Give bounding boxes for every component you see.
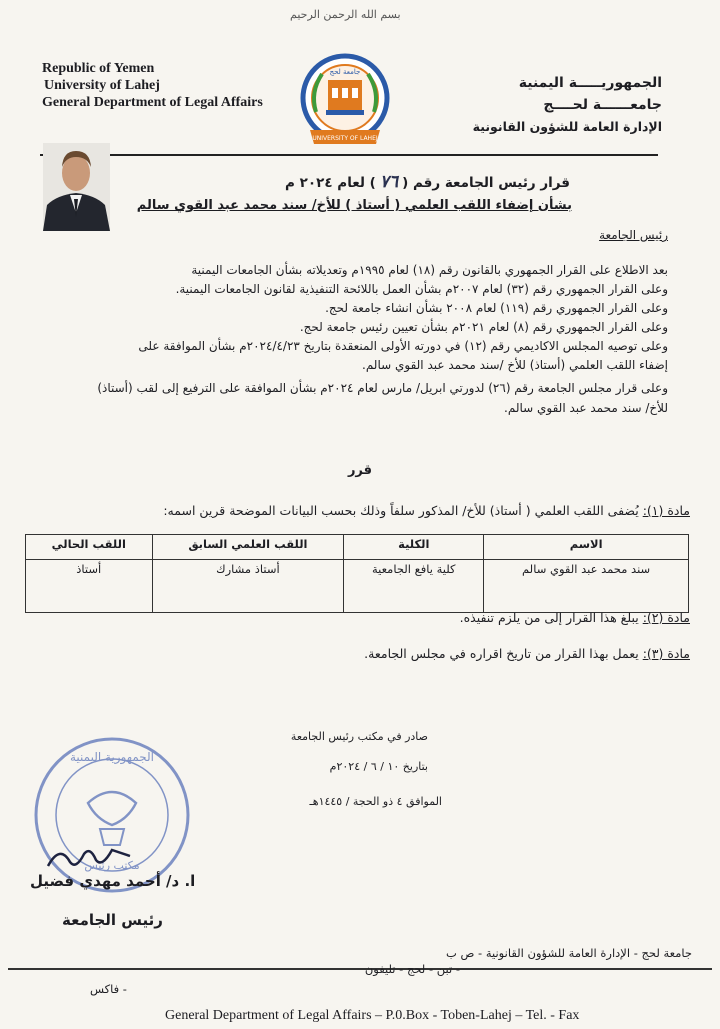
table-header-previous-title: اللقب العلمي السابق xyxy=(152,535,344,560)
cell-faculty: كلية يافع الجامعية xyxy=(344,560,484,613)
decree-title xyxy=(285,172,570,192)
date-value: ١٠ / ٦ / ٢٠٢٤م xyxy=(329,760,400,773)
issued-at: صادر في مكتب رئيس الجامعة xyxy=(290,730,428,743)
preamble-line: وعلى القرار الجمهوري رقم (٣٢) لعام ٢٠٠٧م بشأن العمل باللائحة التنفيذية لقانون الجامعات اليمنية. xyxy=(175,282,668,296)
footer-arabic-line-3: - فاكس xyxy=(90,982,127,996)
cell-name: سند محمد عبد القوي سالم xyxy=(484,560,689,613)
decree-number: ٧٦ xyxy=(379,172,399,192)
table-header-faculty: الكلية xyxy=(344,535,484,560)
preamble-line: وعلى توصيه المجلس الاكاديمي رقم (١٢) في دورته الأولى المنعقدة بتاريخ ٢٠٢٤/٤/٢٣م بشأن الموافقة على xyxy=(138,339,668,353)
details-table xyxy=(25,534,689,613)
header-country-ar: الجمهوريـــــة اليمنية xyxy=(518,75,662,91)
decree-title-suffix: ) لعام ٢٠٢٤ م xyxy=(285,175,376,191)
university-logo xyxy=(296,52,394,152)
signatory-name: ا. د/ أحمد مهدي فضيل xyxy=(30,872,196,890)
article-1 xyxy=(163,503,690,518)
article-1-label: مادة (١): xyxy=(642,503,690,518)
decree-title-prefix: قرار رئيس الجامعة رقم ( xyxy=(402,175,570,191)
person-photo xyxy=(43,143,110,231)
header-university-en: University of Lahej xyxy=(44,78,160,93)
article-3-label: مادة (٣): xyxy=(642,646,690,661)
cell-previous-title: أستاذ مشارك xyxy=(152,560,344,613)
table-row xyxy=(26,560,689,613)
header-divider xyxy=(40,154,658,156)
gregorian-date xyxy=(330,760,428,773)
hijri-value: ٤ ذو الحجة / ١٤٤٥هـ xyxy=(309,795,403,808)
stamp-outer-text: الجمهورية اليمنية xyxy=(69,750,155,764)
logo-top-text: جامعة لحج xyxy=(329,68,361,76)
table-header-name: الاسم xyxy=(484,535,689,560)
stamp-inner-text: مكتب رئيس xyxy=(84,859,140,872)
decree-subject: بشأن إضفاء اللقب العلمي ( أستاذ ) للأخ/ سند محمد عبد القوي سالم xyxy=(136,198,572,213)
president-label: رئيس الجامعة xyxy=(599,228,668,242)
preamble-line: وعلى قرار مجلس الجامعة رقم (٢٦) لدورتي ابريل/ مارس لعام ٢٠٢٤م بشأن الموافقة على الترفيع إلى لقب (أستاذ) xyxy=(97,381,668,395)
header-country-en: Republic of Yemen xyxy=(42,61,155,76)
handwritten-signature xyxy=(40,836,140,876)
hijri-label: الموافق xyxy=(406,795,442,808)
footer-arabic-line-2: - تبن - لحج - تليفون xyxy=(364,962,460,976)
hijri-date xyxy=(310,795,442,808)
cell-current-title: أستاذ xyxy=(26,560,153,613)
preamble-line: وعلى القرار الجمهوري رقم (١١٩) لعام ٢٠٠٨ بشأن انشاء جامعة لحج. xyxy=(325,301,668,315)
article-2 xyxy=(460,610,690,625)
table-header-current-title: اللقب الحالي xyxy=(26,535,153,560)
preamble-line: إضفاء اللقب العلمي (أستاذ) للأخ /سند محمد عبد القوي سالم. xyxy=(362,358,668,372)
preamble-line: بعد الاطلاع على القرار الجمهوري بالقانون رقم (١٨) لعام ١٩٩٥م وتعديلاته بشأن الجامعات اليمنية xyxy=(191,263,668,277)
basmala: بسم الله الرحمن الرحيم xyxy=(290,8,401,21)
header-department-ar: الإدارة العامة للشؤون القانونية xyxy=(472,119,662,134)
header-department-en: General Department of Legal Affairs xyxy=(42,95,263,110)
article-1-text: يُضفى اللقب العلمي ( أستاذ) للأخ/ المذكور سلفاً وذلك بحسب البيانات الموضحة قرين اسمه: xyxy=(163,503,643,518)
logo-bottom-text: UNIVERSITY OF LAHEJ xyxy=(312,135,378,142)
date-label: بتاريخ xyxy=(402,760,428,773)
footer-arabic-line-1: جامعة لحج - الإدارة العامة للشؤون القانونية - ص ب xyxy=(446,946,692,960)
english-letterhead xyxy=(42,60,263,111)
article-3 xyxy=(364,646,690,661)
article-2-text: يبلغ هذا القرار إلى من يلزم تنفيذه. xyxy=(459,610,643,625)
arabic-letterhead xyxy=(442,72,662,138)
header-university-ar: جامعــــــة لحــــج xyxy=(543,97,662,113)
signatory-title: رئيس الجامعة xyxy=(62,911,163,929)
footer-divider xyxy=(8,968,712,970)
article-3-text: يعمل بهذا القرار من تاريخ اقراره في مجلس الجامعة. xyxy=(364,646,643,661)
article-2-label: مادة (٢): xyxy=(642,610,690,625)
footer-english: General Department of Legal Affairs – P.0.Box - Toben-Lahej – Tel. - Fax xyxy=(165,1008,580,1023)
preamble-line: للأخ/ سند محمد عبد القوي سالم. xyxy=(504,401,668,415)
table-header-row xyxy=(26,535,689,560)
resolves-heading: قرر xyxy=(347,463,373,478)
preamble-line: وعلى القرار الجمهوري رقم (٨) لعام ٢٠٢١م بشأن تعيين رئيس جامعة لحج. xyxy=(299,320,668,334)
